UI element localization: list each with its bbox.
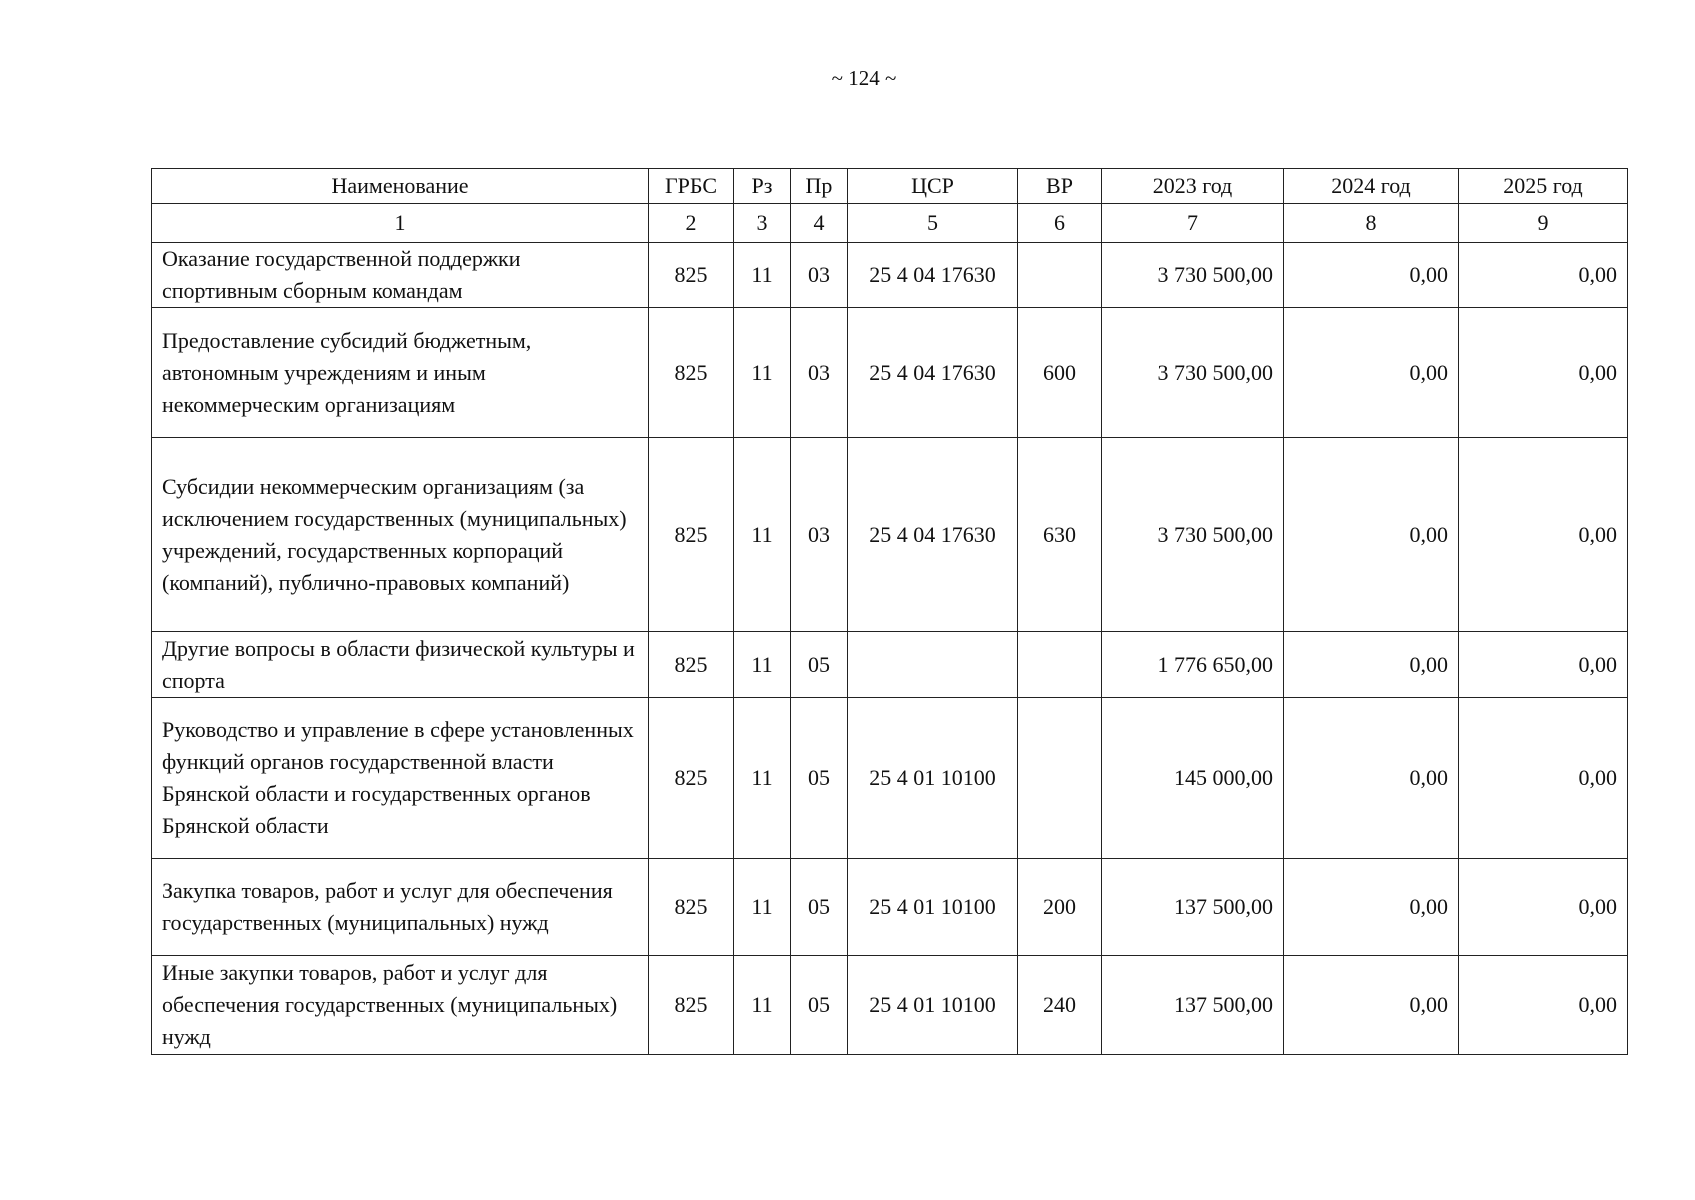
row-grbs: 825	[649, 243, 734, 308]
budget-table	[151, 168, 1628, 1055]
row-2023: 3 730 500,00	[1102, 243, 1284, 308]
row-grbs: 825	[649, 438, 734, 632]
row-vr	[1018, 632, 1102, 698]
row-vr	[1018, 243, 1102, 308]
row-2024: 0,00	[1284, 438, 1459, 632]
row-csr: 25 4 01 10100	[848, 698, 1018, 859]
table-row	[152, 698, 1628, 859]
column-number: 1	[152, 204, 649, 243]
row-2023: 1 776 650,00	[1102, 632, 1284, 698]
row-2024: 0,00	[1284, 308, 1459, 438]
row-pr: 03	[791, 243, 848, 308]
row-2025: 0,00	[1459, 956, 1628, 1055]
row-grbs: 825	[649, 632, 734, 698]
column-number-row	[152, 204, 1628, 243]
row-name: Субсидии некоммерческим организациям (за исключением государственных (муниципальных) учреждений, государственных корпораций (компаний), публично-правовых компаний)	[152, 438, 649, 632]
column-number: 7	[1102, 204, 1284, 243]
row-pr: 05	[791, 698, 848, 859]
table-row	[152, 243, 1628, 308]
row-2023: 3 730 500,00	[1102, 438, 1284, 632]
row-rz: 11	[734, 632, 791, 698]
header-rz: Рз	[734, 169, 791, 204]
row-2023: 137 500,00	[1102, 859, 1284, 956]
row-vr: 200	[1018, 859, 1102, 956]
row-pr: 03	[791, 438, 848, 632]
table-row	[152, 438, 1628, 632]
column-number: 2	[649, 204, 734, 243]
header-2024: 2024 год	[1284, 169, 1459, 204]
column-number: 8	[1284, 204, 1459, 243]
header-2023: 2023 год	[1102, 169, 1284, 204]
row-csr: 25 4 01 10100	[848, 956, 1018, 1055]
row-name: Предоставление субсидий бюджетным, автономным учреждениям и иным некоммерческим организациям	[152, 308, 649, 438]
row-rz: 11	[734, 438, 791, 632]
row-vr: 600	[1018, 308, 1102, 438]
header-name: Наименование	[152, 169, 649, 204]
column-number: 4	[791, 204, 848, 243]
row-pr: 05	[791, 859, 848, 956]
row-grbs: 825	[649, 308, 734, 438]
row-2024: 0,00	[1284, 698, 1459, 859]
row-vr: 630	[1018, 438, 1102, 632]
header-2025: 2025 год	[1459, 169, 1628, 204]
row-2024: 0,00	[1284, 956, 1459, 1055]
row-pr: 05	[791, 632, 848, 698]
row-name: Другие вопросы в области физической культуры и спорта	[152, 632, 649, 698]
row-2024: 0,00	[1284, 632, 1459, 698]
row-2023: 137 500,00	[1102, 956, 1284, 1055]
row-name: Закупка товаров, работ и услуг для обеспечения государственных (муниципальных) нужд	[152, 859, 649, 956]
row-2024: 0,00	[1284, 859, 1459, 956]
row-pr: 03	[791, 308, 848, 438]
row-csr: 25 4 04 17630	[848, 438, 1018, 632]
header-grbs: ГРБС	[649, 169, 734, 204]
column-number: 5	[848, 204, 1018, 243]
page-number: ~ 124 ~	[831, 66, 897, 90]
row-rz: 11	[734, 243, 791, 308]
row-grbs: 825	[649, 698, 734, 859]
row-pr: 05	[791, 956, 848, 1055]
row-rz: 11	[734, 956, 791, 1055]
row-2025: 0,00	[1459, 438, 1628, 632]
row-csr	[848, 632, 1018, 698]
table-row	[152, 956, 1628, 1055]
header-row	[152, 169, 1628, 204]
row-2023: 145 000,00	[1102, 698, 1284, 859]
row-2025: 0,00	[1459, 698, 1628, 859]
row-rz: 11	[734, 859, 791, 956]
row-name: Иные закупки товаров, работ и услуг для обеспечения государственных (муниципальных) нужд	[152, 956, 649, 1055]
header-vr: ВР	[1018, 169, 1102, 204]
row-2025: 0,00	[1459, 308, 1628, 438]
row-vr	[1018, 698, 1102, 859]
column-number: 9	[1459, 204, 1628, 243]
table-row	[152, 859, 1628, 956]
row-name: Оказание государственной поддержки спортивным сборным командам	[152, 243, 649, 308]
row-csr: 25 4 04 17630	[848, 243, 1018, 308]
row-2025: 0,00	[1459, 859, 1628, 956]
row-2023: 3 730 500,00	[1102, 308, 1284, 438]
row-csr: 25 4 01 10100	[848, 859, 1018, 956]
header-csr: ЦСР	[848, 169, 1018, 204]
row-grbs: 825	[649, 956, 734, 1055]
row-csr: 25 4 04 17630	[848, 308, 1018, 438]
column-number: 6	[1018, 204, 1102, 243]
header-pr: Пр	[791, 169, 848, 204]
table-row	[152, 308, 1628, 438]
row-2024: 0,00	[1284, 243, 1459, 308]
row-name: Руководство и управление в сфере установленных функций органов государственной власти Брянской области и государственных органов Брянской области	[152, 698, 649, 859]
row-2025: 0,00	[1459, 243, 1628, 308]
row-2025: 0,00	[1459, 632, 1628, 698]
row-rz: 11	[734, 698, 791, 859]
row-rz: 11	[734, 308, 791, 438]
table-row	[152, 632, 1628, 698]
column-number: 3	[734, 204, 791, 243]
row-vr: 240	[1018, 956, 1102, 1055]
row-grbs: 825	[649, 859, 734, 956]
